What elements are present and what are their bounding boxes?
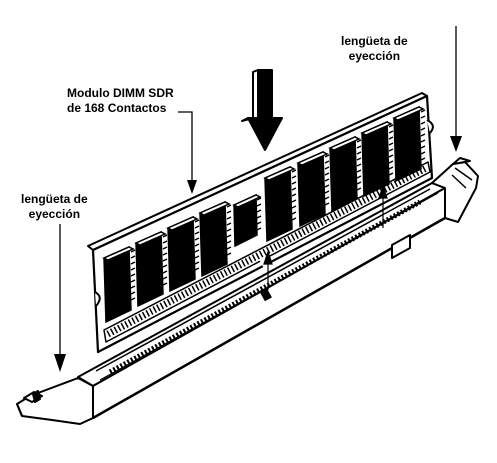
left-tab-label-line1: lengüeta de — [21, 192, 88, 206]
module-label — [67, 86, 174, 116]
right-tab-label-line1: lengüeta de — [341, 34, 408, 48]
left-ejector-tab — [17, 378, 93, 424]
left-tab-label-line2: eyección — [28, 207, 81, 221]
right-tab-label-line2: eyección — [348, 49, 401, 63]
left-ejector-tab-label — [21, 192, 88, 222]
module-label-line1: Modulo DIMM SDR — [67, 86, 174, 100]
insertion-arrow — [242, 70, 282, 150]
module-label-line2: de 168 Contactos — [67, 101, 167, 115]
module-leader-line — [178, 112, 192, 182]
right-ejector-tab-label — [341, 34, 408, 64]
